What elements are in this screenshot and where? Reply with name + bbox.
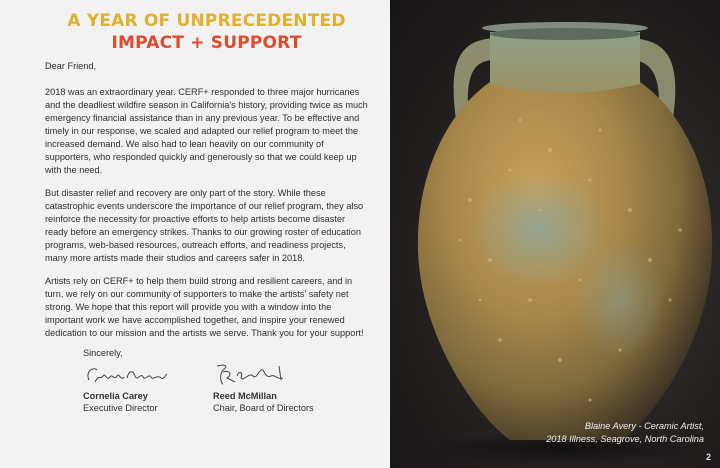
ceramic-vase-image [390, 0, 720, 468]
salutation: Dear Friend, [45, 61, 97, 71]
signatory-2 [213, 360, 343, 414]
caption-line-1: Blaine Avery - Ceramic Artist, [584, 421, 704, 431]
heading-line-2: IMPACT + SUPPORT [111, 33, 302, 53]
signatory-2-name: Reed McMillan [213, 391, 277, 401]
page-number: 2 [705, 452, 711, 462]
closing: Sincerely, [83, 348, 123, 358]
letter-paragraph-1: 2018 was an extraordinary year. CERF+ responded to three major hurricanes and the deadliest wildfire season in California's history, providing twice as much emergency financial assistance than in any previous year. To be effective and timely in our response, we scaled and adapted our relief program to meet the increased demand. We also had to lean heavily on our community of supporters, who responded quickly and generously so that we could keep up with the need. [45, 87, 368, 175]
signatory-2-title: Chair, Board of Directors [213, 403, 314, 413]
caption-line-2: 2018 Illness, Seagrove, North Carolina [546, 434, 704, 444]
signature-block [45, 360, 368, 414]
letter-paragraph-3: Artists rely on CERF+ to help them build strong and resilient careers, and in turn, we rely on our community of supporters to make the artists' safety net strong. We hope that this report will provide you with a window into the important work we have accomplished together, and inspire your renewed dedication to our mission and the artists we serve. Thank you for your support! [45, 276, 364, 338]
signatory-1 [83, 360, 213, 414]
letter-paragraph-2: But disaster relief and recovery are only part of the story. While these catastrophic events underscore the importance of our relief program, they also reinforce the necessity for proactive efforts to help artists become disaster ready before an emergency strikes. Thanks to our growing roster of education programs, web-based resources, outreach efforts, and readiness projects, many more artists made their studios and careers safer in 2018. [45, 188, 364, 263]
photo-caption [546, 420, 704, 446]
signature-2-image [213, 360, 303, 390]
signature-1-image [83, 360, 173, 390]
signatory-1-name: Cornelia Carey [83, 391, 148, 401]
page-heading [45, 10, 368, 54]
letter-body [45, 60, 368, 340]
signatory-1-title: Executive Director [83, 403, 158, 413]
heading-line-1: A YEAR OF UNPRECEDENTED [67, 11, 346, 31]
artwork-photo-panel [390, 0, 720, 468]
